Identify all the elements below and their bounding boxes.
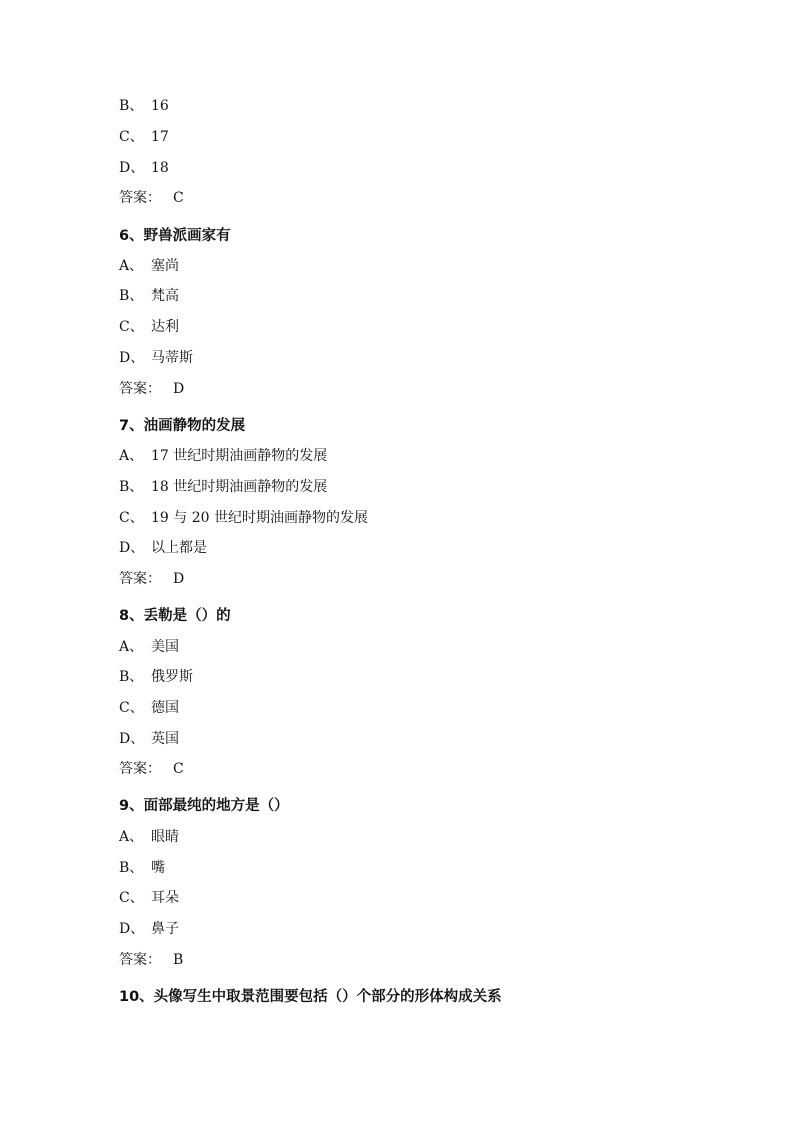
option-letter: B、 [119, 98, 144, 114]
option-a [119, 638, 179, 656]
option-letter: D、 [119, 540, 145, 556]
answer-line [119, 951, 183, 969]
option-letter: D、 [119, 731, 145, 747]
answer-label: 答案： [119, 952, 161, 968]
option-letter: C、 [119, 700, 144, 716]
option-text: 耳朵 [151, 890, 179, 906]
option-letter: C、 [119, 319, 144, 335]
option-text: 眼睛 [151, 829, 179, 845]
option-letter: A、 [119, 448, 144, 464]
option-text: 英国 [151, 731, 179, 747]
option-letter: A、 [119, 639, 144, 655]
option-letter: C、 [119, 510, 144, 526]
question-title: 10、头像写生中取景范围要包括（）个部分的形体构成关系 [119, 989, 502, 1005]
answer-label: 答案： [119, 571, 161, 587]
option-text: 17 世纪时期油画静物的发展 [151, 448, 328, 464]
option-text: 德国 [151, 700, 179, 716]
option-letter: A、 [119, 258, 144, 274]
option-text: 嘴 [151, 860, 165, 876]
option-b [119, 668, 193, 686]
option-b [119, 859, 165, 877]
option-letter: C、 [119, 129, 144, 145]
answer-label: 答案： [119, 761, 161, 777]
question-title: 6、野兽派画家有 [119, 228, 231, 244]
option-letter: B、 [119, 669, 144, 685]
answer-label: 答案： [119, 381, 161, 397]
answer-line [119, 760, 184, 778]
answer-value: B [173, 952, 184, 968]
option-text: 18 [151, 160, 169, 176]
option-letter: B、 [119, 288, 144, 304]
option-text: 俄罗斯 [151, 669, 193, 685]
option-b [119, 287, 179, 305]
option-c [119, 128, 169, 146]
option-letter: D、 [119, 350, 145, 366]
option-c [119, 509, 368, 527]
option-text: 19 与 20 世纪时期油画静物的发展 [151, 510, 368, 526]
option-c [119, 318, 179, 336]
option-letter: A、 [119, 829, 144, 845]
option-letter: B、 [119, 479, 144, 495]
option-c [119, 699, 179, 717]
option-letter: C、 [119, 890, 144, 906]
option-d [119, 159, 169, 177]
option-text: 鼻子 [151, 921, 179, 937]
option-letter: B、 [119, 860, 144, 876]
answer-value: D [173, 571, 185, 587]
option-text: 16 [151, 98, 169, 114]
option-letter: D、 [119, 921, 145, 937]
answer-value: C [173, 761, 184, 777]
answer-value: D [173, 381, 185, 397]
option-text: 以上都是 [151, 540, 207, 556]
option-text: 17 [151, 129, 169, 145]
option-text: 塞尚 [151, 258, 179, 274]
question-title: 7、油画静物的发展 [119, 418, 246, 434]
option-text: 达利 [151, 319, 179, 335]
answer-value: C [173, 190, 184, 206]
option-d [119, 539, 207, 557]
answer-line [119, 380, 184, 398]
option-text: 美国 [151, 639, 179, 655]
question-title: 8、丢勒是（）的 [119, 608, 231, 624]
option-b [119, 97, 169, 115]
answer-line [119, 570, 184, 588]
option-text: 马蒂斯 [151, 350, 193, 366]
option-letter: D、 [119, 160, 145, 176]
option-d [119, 349, 193, 367]
answer-line [119, 189, 184, 207]
option-text: 18 世纪时期油画静物的发展 [151, 479, 328, 495]
option-a [119, 257, 179, 275]
question-title: 9、面部最纯的地方是（） [119, 798, 289, 814]
option-b [119, 478, 327, 496]
option-a [119, 447, 327, 465]
option-d [119, 730, 179, 748]
answer-label: 答案： [119, 190, 161, 206]
option-c [119, 889, 179, 907]
option-text: 梵高 [151, 288, 179, 304]
option-d [119, 920, 179, 938]
option-a [119, 828, 179, 846]
